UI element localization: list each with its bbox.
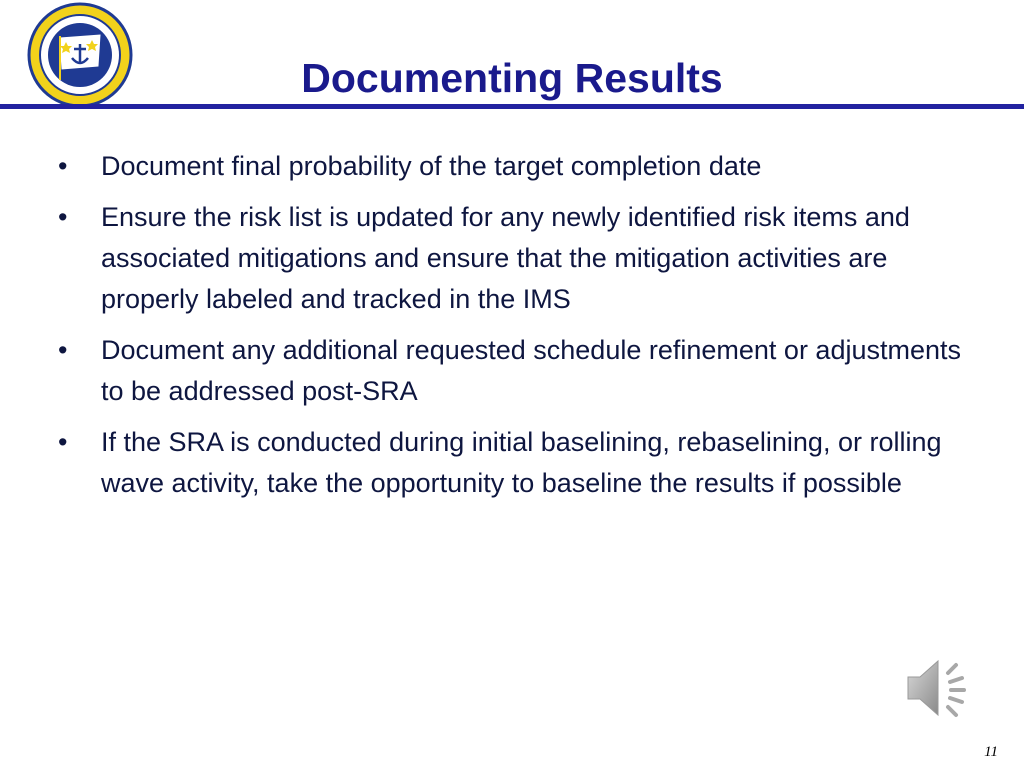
page-number: 11 [984, 744, 998, 760]
bullet-glyph: • [58, 202, 68, 232]
bullet-text: Document any additional requested schedule refinement or adjustments to be addressed post-SRA [101, 335, 962, 406]
speaker-icon[interactable] [904, 655, 972, 721]
list-item [58, 422, 978, 504]
list-item [58, 197, 978, 320]
bullet-text: If the SRA is conducted during initial baselining, rebaselining, or rolling wave activity, take the opportunity to baseline the results if possible [101, 427, 942, 498]
list-item [58, 330, 978, 412]
page-title-text: Documenting Results [301, 55, 723, 101]
bullet-glyph: • [58, 335, 68, 365]
title-divider [0, 104, 1024, 109]
bullet-text: Ensure the risk list is updated for any newly identified risk items and associated mitigations and ensure that the mitigation activities are properly labeled and tracked in the IMS [101, 202, 910, 314]
page-title [0, 52, 1024, 104]
bullet-glyph: • [58, 151, 68, 181]
bullet-list [58, 146, 978, 514]
bullet-text: Document final probability of the target completion date [101, 151, 762, 181]
list-item [58, 146, 978, 187]
bullet-glyph: • [58, 427, 68, 457]
